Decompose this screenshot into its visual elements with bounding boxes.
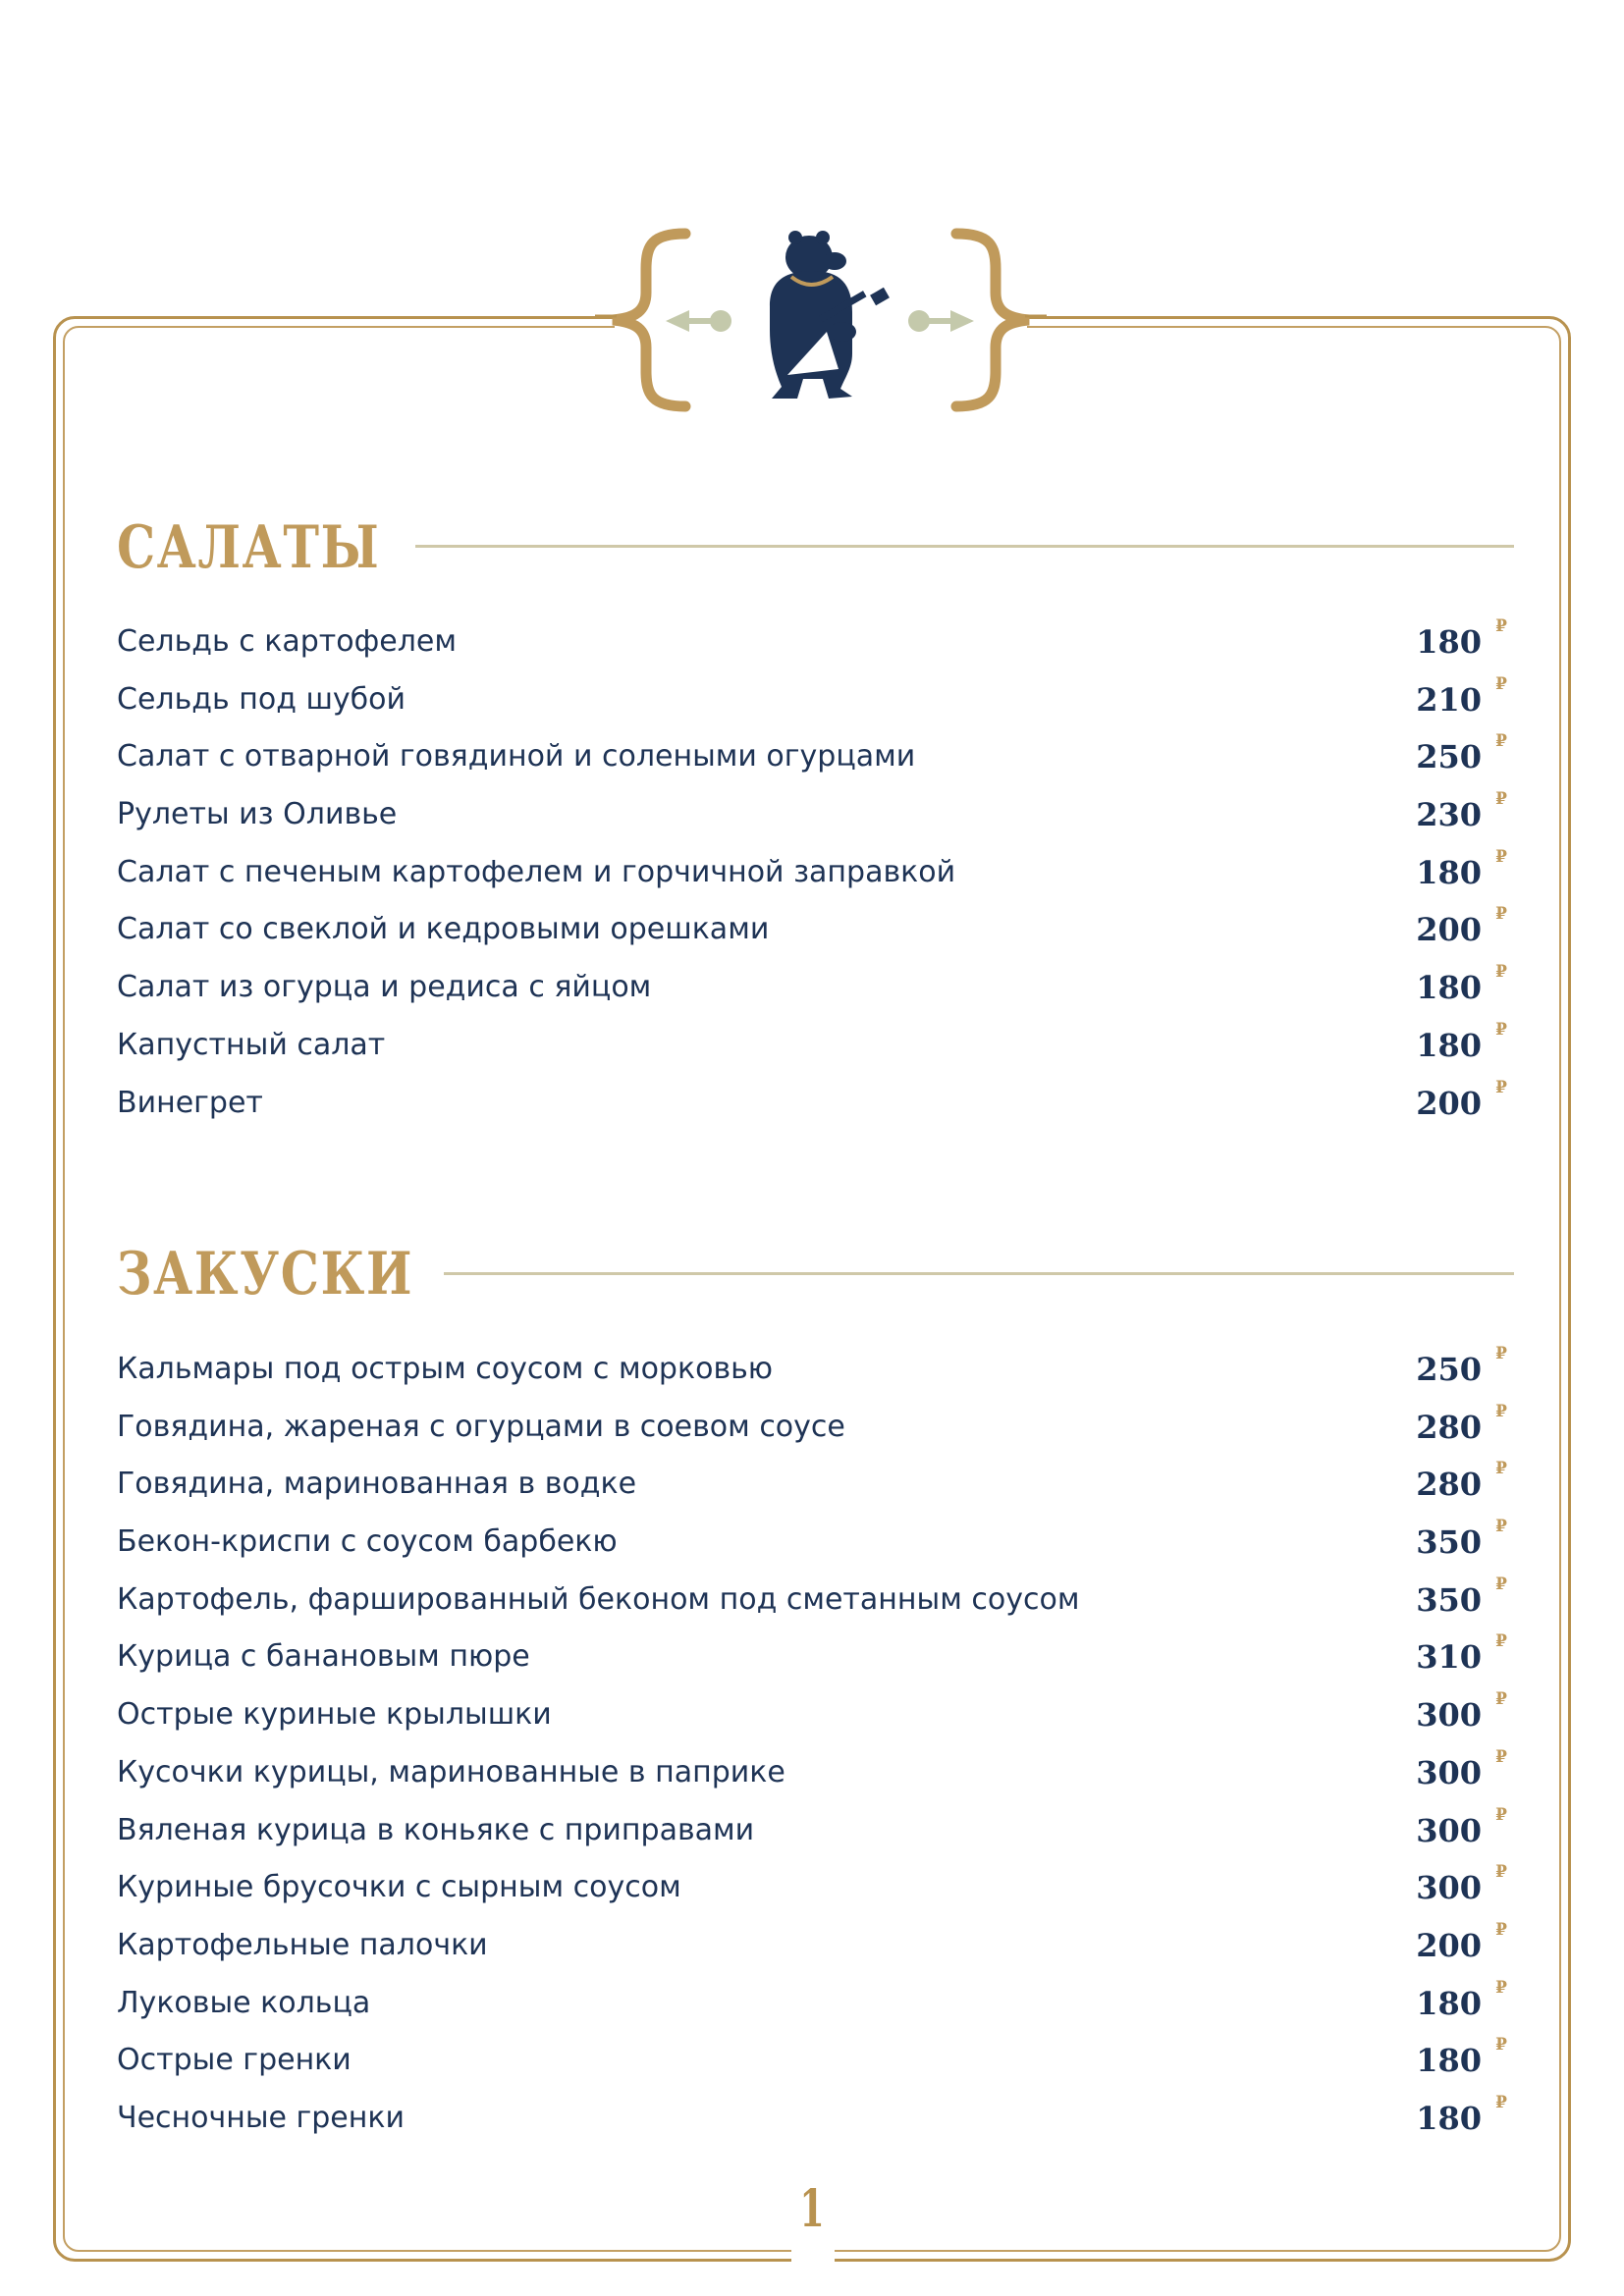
ruble-icon: ₽ <box>1495 673 1507 694</box>
item-price: 350 <box>1416 1523 1482 1562</box>
item-price: 180 <box>1416 1026 1482 1064</box>
ruble-icon: ₽ <box>1495 1804 1507 1825</box>
item-name: Сельдь под шубой <box>117 681 406 717</box>
menu-item <box>117 789 1511 847</box>
menu-item <box>117 1862 1511 1920</box>
item-price: 250 <box>1416 738 1482 776</box>
appetizers-list <box>117 1344 1511 2151</box>
item-price: 180 <box>1416 623 1482 661</box>
menu-item <box>117 1920 1511 1978</box>
page-number: 1 <box>799 2179 825 2239</box>
menu-item <box>117 2093 1511 2151</box>
item-price: 200 <box>1416 1084 1482 1122</box>
item-name: Луковые кольца <box>117 1985 371 2020</box>
item-price: 180 <box>1416 853 1482 891</box>
ruble-icon: ₽ <box>1495 904 1507 925</box>
ruble-icon: ₽ <box>1495 1862 1507 1883</box>
item-name: Чесночные гренки <box>117 2100 405 2135</box>
item-price: 300 <box>1416 1869 1482 1907</box>
item-price: 200 <box>1416 911 1482 949</box>
ruble-icon: ₽ <box>1495 731 1507 752</box>
item-name: Бекон-криспи с соусом барбекю <box>117 1524 618 1560</box>
ruble-icon: ₽ <box>1495 1574 1507 1594</box>
ruble-icon: ₽ <box>1495 2035 1507 2056</box>
item-price: 210 <box>1416 680 1482 719</box>
ruble-icon: ₽ <box>1495 1459 1507 1479</box>
menu-item <box>117 731 1511 789</box>
ruble-icon: ₽ <box>1495 846 1507 867</box>
ruble-icon: ₽ <box>1495 1631 1507 1652</box>
ruble-icon: ₽ <box>1495 1517 1507 1537</box>
item-price: 300 <box>1416 1811 1482 1849</box>
menu-item <box>117 1575 1511 1632</box>
menu-item <box>117 962 1511 1020</box>
item-name: Кальмары под острым соусом с морковью <box>117 1352 774 1386</box>
ruble-icon: ₽ <box>1495 1077 1507 1097</box>
ruble-icon: ₽ <box>1495 1019 1507 1040</box>
item-price: 250 <box>1416 1351 1482 1388</box>
item-name: Картофельные палочки <box>117 1927 488 1962</box>
salads-list <box>117 616 1511 1135</box>
page-number-mask <box>791 2244 835 2264</box>
menu-item <box>117 1805 1511 1863</box>
menu-item <box>117 847 1511 905</box>
item-name: Кусочки курицы, маринованные в паприке <box>117 1754 785 1789</box>
item-name: Острые гренки <box>117 2043 352 2078</box>
ruble-icon: ₽ <box>1495 1746 1507 1767</box>
emblem <box>595 222 1047 418</box>
menu-item <box>117 1078 1511 1136</box>
item-name: Рулеты из Оливье <box>117 797 398 832</box>
item-name: Салат с печеным картофелем и горчичной заправкой <box>117 854 956 889</box>
item-name: Салат из огурца и редиса с яйцом <box>117 970 652 1005</box>
item-price: 200 <box>1416 1926 1482 1964</box>
item-name: Курица с банановым пюре <box>117 1639 530 1675</box>
ruble-icon: ₽ <box>1495 1919 1507 1940</box>
menu-item <box>117 1689 1511 1747</box>
menu-item <box>117 1459 1511 1517</box>
item-price: 230 <box>1416 796 1482 834</box>
item-price: 300 <box>1416 1753 1482 1791</box>
item-price: 180 <box>1416 2099 1482 2137</box>
ruble-icon: ₽ <box>1495 789 1507 810</box>
item-price: 280 <box>1416 1466 1482 1504</box>
item-price: 180 <box>1416 1984 1482 2022</box>
menu-item <box>117 1517 1511 1575</box>
item-price: 180 <box>1416 969 1482 1007</box>
item-price: 310 <box>1416 1638 1482 1677</box>
ruble-icon: ₽ <box>1495 616 1507 636</box>
menu-item <box>117 2035 1511 2093</box>
menu-item <box>117 616 1511 674</box>
section-rule-salads <box>415 545 1514 548</box>
item-price: 350 <box>1416 1580 1482 1619</box>
section-rule-appetizers <box>444 1272 1514 1275</box>
item-name: Винегрет <box>117 1085 263 1120</box>
item-name: Вяленая курица в коньяке с приправами <box>117 1812 755 1847</box>
ruble-icon: ₽ <box>1495 1689 1507 1710</box>
section-title-salads: САЛАТЫ <box>117 513 381 582</box>
menu-item <box>117 1631 1511 1689</box>
item-price: 280 <box>1416 1408 1482 1446</box>
ruble-icon: ₽ <box>1495 1344 1507 1363</box>
item-name: Куриные брусочки с сырным соусом <box>117 1870 681 1905</box>
item-price: 180 <box>1416 2042 1482 2080</box>
item-name: Салат с отварной говядиной и солеными огурцами <box>117 739 916 774</box>
menu-item <box>117 904 1511 962</box>
item-name: Капустный салат <box>117 1027 386 1062</box>
menu-item <box>117 674 1511 732</box>
menu-item <box>117 1747 1511 1805</box>
item-name: Острые куриные крылышки <box>117 1697 552 1733</box>
menu-item <box>117 1402 1511 1460</box>
ruble-icon: ₽ <box>1495 962 1507 983</box>
section-title-appetizers: ЗАКУСКИ <box>117 1240 414 1308</box>
item-name: Говядина, жареная с огурцами в соевом соусе <box>117 1409 845 1444</box>
menu-item <box>117 1020 1511 1078</box>
ruble-icon: ₽ <box>1495 1401 1507 1421</box>
item-name: Сельдь с картофелем <box>117 624 457 659</box>
ruble-icon: ₽ <box>1495 2092 1507 2112</box>
item-price: 300 <box>1416 1696 1482 1735</box>
menu-item <box>117 1978 1511 2036</box>
ruble-icon: ₽ <box>1495 1977 1507 1998</box>
item-name: Салат со свеклой и кедровыми орешками <box>117 912 770 947</box>
item-name: Картофель, фаршированный беконом под сметанным соусом <box>117 1581 1080 1617</box>
menu-item <box>117 1344 1511 1402</box>
item-name: Говядина, маринованная в водке <box>117 1467 637 1502</box>
